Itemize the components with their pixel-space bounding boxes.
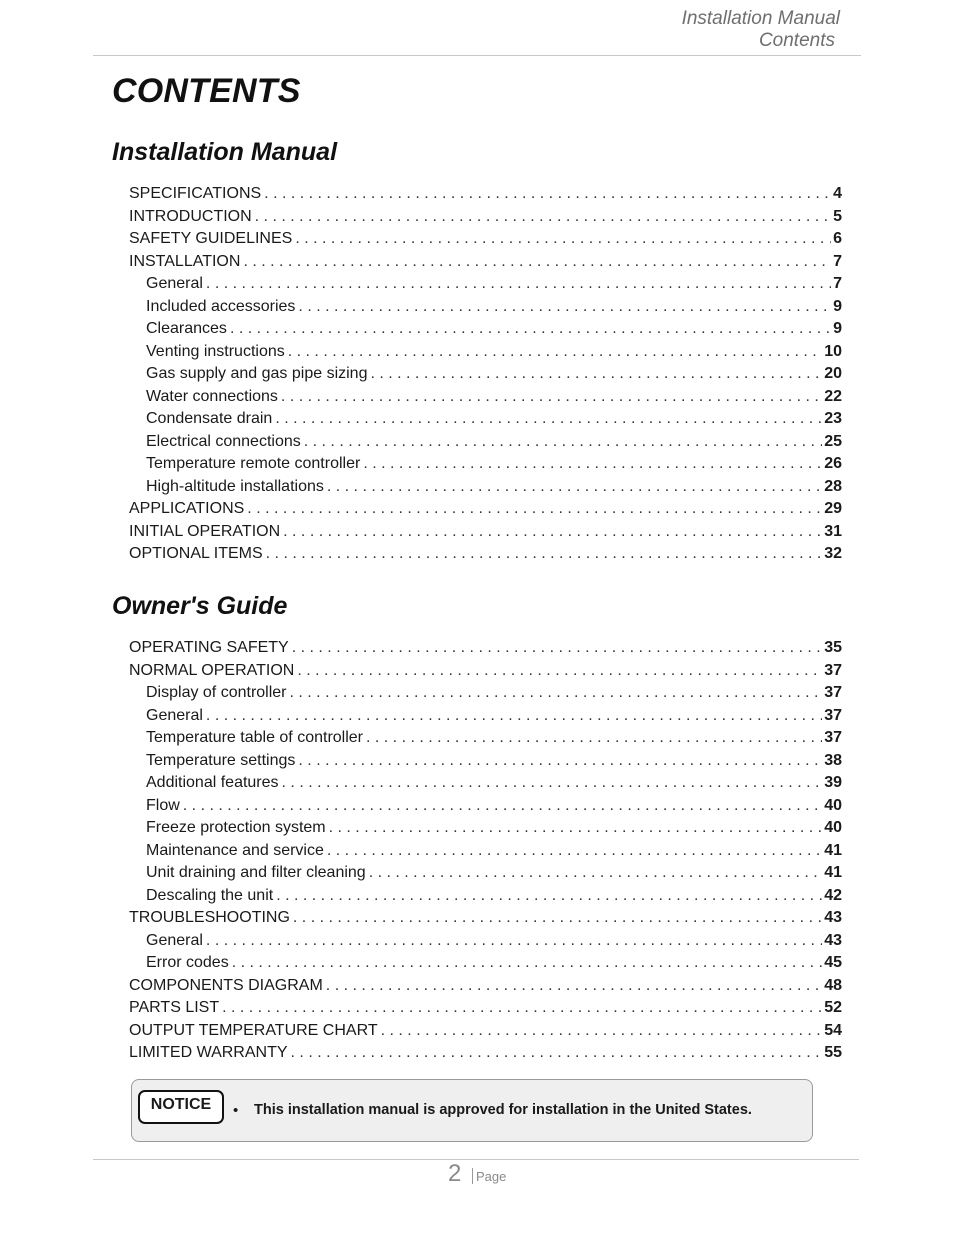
toc-entry-page: 40	[824, 796, 842, 814]
toc-entry-label: LIMITED WARRANTY	[129, 1044, 288, 1061]
toc-leader-dots	[183, 795, 822, 818]
toc-entry-page: 37	[824, 729, 842, 746]
toc-entry	[129, 183, 842, 206]
toc-entry	[129, 431, 842, 454]
toc-entry	[129, 975, 842, 998]
toc-leader-dots	[290, 682, 823, 705]
toc-entry-page: 40	[824, 819, 842, 836]
toc-entry	[129, 206, 842, 229]
toc-entry	[129, 705, 842, 728]
toc-entry-label: PARTS LIST	[129, 999, 220, 1016]
toc-entry	[129, 930, 842, 953]
toc-entry	[129, 543, 842, 566]
toc-entry	[129, 318, 842, 341]
toc-entry	[129, 273, 842, 296]
toc-leader-dots	[366, 727, 822, 750]
toc-entry-page: 26	[824, 455, 842, 472]
toc-entry-label: Clearances	[146, 320, 227, 337]
toc-entry	[129, 476, 842, 499]
toc-entry	[129, 840, 842, 863]
page-title: CONTENTS	[112, 72, 301, 110]
toc-entry-label: High-altitude installations	[146, 477, 324, 495]
toc-entry	[129, 727, 842, 750]
toc-entry-label: Temperature remote controller	[146, 455, 361, 472]
toc-entry-page: 7	[833, 275, 842, 292]
toc-entry-label: Temperature settings	[146, 751, 296, 769]
toc-leader-dots	[232, 952, 823, 975]
toc-entry-page: 10	[824, 342, 842, 360]
toc-leader-dots	[327, 840, 822, 863]
toc-entry	[129, 795, 842, 818]
toc-leader-dots	[369, 862, 823, 885]
toc-entry-label: Gas supply and gas pipe sizing	[146, 365, 368, 382]
toc-entry-page: 23	[824, 410, 842, 427]
toc-leader-dots	[275, 408, 822, 431]
toc-leader-dots	[304, 431, 822, 454]
toc-entry-page: 39	[824, 774, 842, 791]
toc-entry	[129, 521, 842, 544]
toc-entry-label: Maintenance and service	[146, 841, 324, 859]
toc-entry-page: 4	[833, 185, 842, 202]
toc-entry	[129, 408, 842, 431]
toc-entry-label: General	[146, 931, 203, 949]
toc-leader-dots	[255, 206, 831, 229]
toc-entry-label: Electrical connections	[146, 432, 301, 450]
toc-entry	[129, 682, 842, 705]
toc-leader-dots	[276, 885, 822, 908]
toc-entry-page: 41	[824, 864, 842, 881]
toc-entry-label: SPECIFICATIONS	[129, 185, 262, 202]
toc-entry-page: 7	[833, 252, 842, 270]
toc-leader-dots	[206, 273, 831, 296]
toc-entry-label: OPERATING SAFETY	[129, 639, 289, 656]
toc-entry	[129, 660, 842, 683]
toc-entry	[129, 341, 842, 364]
toc-entry	[129, 952, 842, 975]
toc-entry-label: Temperature table of controller	[146, 729, 363, 746]
section-title-installation: Installation Manual	[112, 138, 338, 166]
toc-entry-page: 43	[824, 909, 842, 926]
toc-entry-label: TROUBLESHOOTING	[129, 909, 290, 926]
toc-entry	[129, 251, 842, 274]
toc-leader-dots	[243, 251, 831, 274]
toc-entry-page: 48	[824, 976, 842, 994]
toc-entry	[129, 817, 842, 840]
toc-leader-dots	[266, 543, 823, 566]
notice-box	[131, 1079, 813, 1142]
toc-leader-dots	[281, 386, 822, 409]
toc-entry	[129, 997, 842, 1020]
toc-entry	[129, 862, 842, 885]
toc-leader-dots	[291, 1042, 823, 1065]
toc-entry-label: INTRODUCTION	[129, 207, 252, 225]
toc-entry-page: 43	[824, 931, 842, 949]
toc-entry-page: 35	[824, 639, 842, 656]
toc-leader-dots	[298, 296, 831, 319]
toc-leader-dots	[264, 183, 831, 206]
toc-entry-page: 32	[824, 545, 842, 562]
toc-leader-dots	[247, 498, 822, 521]
toc-leader-dots	[206, 705, 822, 728]
toc-leader-dots	[206, 930, 822, 953]
toc-entry	[129, 228, 842, 251]
toc-entry-page: 20	[824, 365, 842, 382]
toc-entry-label: NORMAL OPERATION	[129, 661, 295, 679]
header-subtitle: Contents	[758, 30, 835, 51]
toc-entry	[129, 1042, 842, 1065]
toc-entry-page: 42	[824, 886, 842, 904]
toc-entry	[129, 386, 842, 409]
page-label: Page	[476, 1169, 507, 1184]
toc-entry	[129, 750, 842, 773]
toc-entry-label: General	[146, 706, 203, 724]
toc-entry-label: COMPONENTS DIAGRAM	[129, 976, 323, 994]
toc-entry-page: 29	[824, 500, 842, 517]
toc-entry-page: 55	[824, 1044, 842, 1061]
toc-leader-dots	[298, 750, 822, 773]
toc-entry	[129, 453, 842, 476]
toc-entry-page: 31	[824, 522, 842, 540]
toc-leader-dots	[222, 997, 822, 1020]
toc-entry-label: Unit draining and filter cleaning	[146, 864, 366, 881]
toc-entry-label: Condensate drain	[146, 410, 273, 427]
toc-entry	[129, 885, 842, 908]
toc-leader-dots	[297, 660, 822, 683]
toc-entry-page: 38	[824, 751, 842, 769]
toc-entry-label: Descaling the unit	[146, 886, 274, 904]
toc-leader-dots	[329, 817, 823, 840]
toc-entry-page: 25	[824, 432, 842, 450]
toc-list-owners-guide	[129, 637, 842, 1065]
toc-entry	[129, 498, 842, 521]
toc-entry-page: 9	[833, 320, 842, 337]
toc-entry-page: 37	[824, 661, 842, 679]
toc-entry-page: 45	[824, 954, 842, 971]
toc-leader-dots	[288, 341, 822, 364]
toc-entry	[129, 772, 842, 795]
toc-leader-dots	[381, 1020, 823, 1043]
toc-entry-label: Additional features	[146, 774, 279, 791]
toc-entry-page: 41	[824, 841, 842, 859]
toc-leader-dots	[283, 521, 822, 544]
toc-entry-page: 37	[824, 706, 842, 724]
toc-leader-dots	[370, 363, 822, 386]
notice-text: This installation manual is approved for installation in the United States.	[254, 1102, 752, 1118]
toc-entry-page: 22	[824, 387, 842, 405]
toc-entry-label: Flow	[146, 796, 180, 814]
toc-entry-label: Water connections	[146, 387, 278, 405]
page-number: 2	[448, 1160, 462, 1187]
toc-entry-page: 54	[824, 1021, 842, 1039]
toc-entry-label: Included accessories	[146, 297, 296, 315]
toc-entry-label: Error codes	[146, 954, 229, 971]
toc-entry-label: APPLICATIONS	[129, 500, 245, 517]
toc-list-installation	[129, 183, 842, 566]
toc-entry-page: 6	[833, 230, 842, 247]
toc-entry	[129, 363, 842, 386]
toc-entry-label: General	[146, 275, 203, 292]
toc-entry-label: OUTPUT TEMPERATURE CHART	[129, 1021, 378, 1039]
toc-entry-label: Freeze protection system	[146, 819, 326, 836]
toc-entry	[129, 907, 842, 930]
toc-leader-dots	[363, 453, 822, 476]
toc-leader-dots	[326, 975, 822, 998]
notice-bullet: •	[233, 1102, 239, 1119]
toc-leader-dots	[230, 318, 831, 341]
toc-leader-dots	[282, 772, 823, 795]
section-title-owners-guide: Owner's Guide	[112, 592, 288, 620]
toc-entry-label: SAFETY GUIDELINES	[129, 230, 293, 247]
toc-entry-label: INSTALLATION	[129, 252, 241, 270]
toc-entry-page: 5	[833, 207, 842, 225]
toc-leader-dots	[327, 476, 822, 499]
header-title: Installation Manual	[681, 8, 840, 29]
notice-badge: NOTICE	[138, 1090, 224, 1124]
toc-entry-page: 52	[824, 999, 842, 1016]
toc-entry	[129, 637, 842, 660]
toc-leader-dots	[295, 228, 831, 251]
toc-entry-label: INITIAL OPERATION	[129, 522, 281, 540]
toc-entry-label: OPTIONAL ITEMS	[129, 545, 263, 562]
toc-entry	[129, 1020, 842, 1043]
toc-entry-page: 9	[833, 297, 842, 315]
toc-entry-page: 28	[824, 477, 842, 495]
toc-entry-label: Display of controller	[146, 684, 287, 701]
header-divider	[93, 55, 861, 56]
toc-entry-label: Venting instructions	[146, 342, 285, 360]
footer-divider	[93, 1159, 859, 1160]
toc-entry	[129, 296, 842, 319]
running-header	[682, 8, 840, 52]
toc-entry-page: 37	[824, 684, 842, 701]
toc-leader-dots	[292, 637, 822, 660]
toc-leader-dots	[293, 907, 822, 930]
page-number-separator	[472, 1168, 473, 1184]
